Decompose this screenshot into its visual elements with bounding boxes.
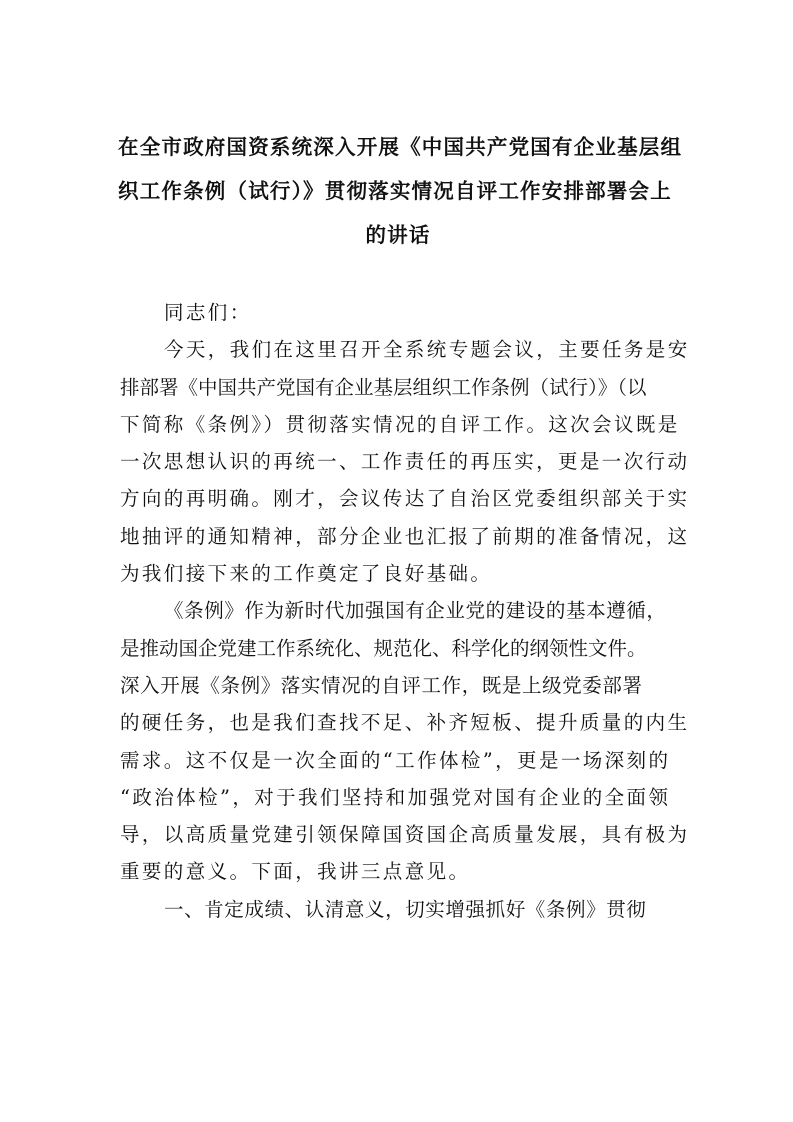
paragraph-line: 导，以高质量党建引领保障国资国企高质量发展，具有极为 bbox=[120, 823, 690, 847]
paragraph-line: 的硬任务，也是我们查找不足、补齐短板、提升质量的内生 bbox=[120, 711, 690, 735]
paragraph-line: 今天，我们在这里召开全系统专题会议，主要任务是安 bbox=[164, 338, 690, 362]
paragraph-line: 地抽评的通知精神，部分企业也汇报了前期的准备情况，这 bbox=[120, 524, 690, 548]
paragraph-line: 下简称《条例》）贯彻落实情况的自评工作。这次会议既是 bbox=[120, 412, 680, 436]
paragraph-line: 排部署《中国共产党国有企业基层组织工作条例（试行）》（以 bbox=[120, 375, 647, 399]
section-heading-line: 一、肯定成绩、认清意义，切实增强抓好《条例》贯彻 bbox=[164, 897, 647, 921]
paragraph-line: 是推动国企党建工作系统化、规范化、科学化的纲领性文件。 bbox=[120, 636, 647, 660]
title-line: 在全市政府国资系统深入开展《中国共产党国有企业基层组 bbox=[118, 135, 683, 159]
salutation: 同志们： bbox=[164, 301, 252, 324]
paragraph-line: 为我们接下来的工作奠定了良好基础。 bbox=[120, 562, 493, 586]
paragraph-line: 深入开展《条例》落实情况的自评工作，既是上级党委部署 bbox=[120, 673, 643, 697]
document-title bbox=[118, 125, 683, 257]
paragraph-line: 需求。这不仅是一次全面的“工作体检”，更是一场深刻的 bbox=[120, 748, 671, 772]
paragraph-line: 重要的意义。下面，我讲三点意见。 bbox=[120, 860, 471, 884]
paragraph-line: 《条例》作为新时代加强国有企业党的建设的基本遵循， bbox=[164, 599, 667, 623]
paragraph-line: 方向的再明确。刚才，会议传达了自治区党委组织部关于实 bbox=[120, 487, 690, 511]
title-line: 织工作条例（试行）》贯彻落实情况自评工作安排部署会上 bbox=[118, 179, 672, 203]
title-line: 的讲话 bbox=[365, 223, 431, 247]
document-body bbox=[120, 294, 690, 928]
paragraph-line: “政治体检”，对于我们坚持和加强党对国有企业的全面领 bbox=[120, 785, 671, 809]
paragraph-line: 一次思想认识的再统一、工作责任的再压实，更是一次行动 bbox=[120, 450, 690, 474]
